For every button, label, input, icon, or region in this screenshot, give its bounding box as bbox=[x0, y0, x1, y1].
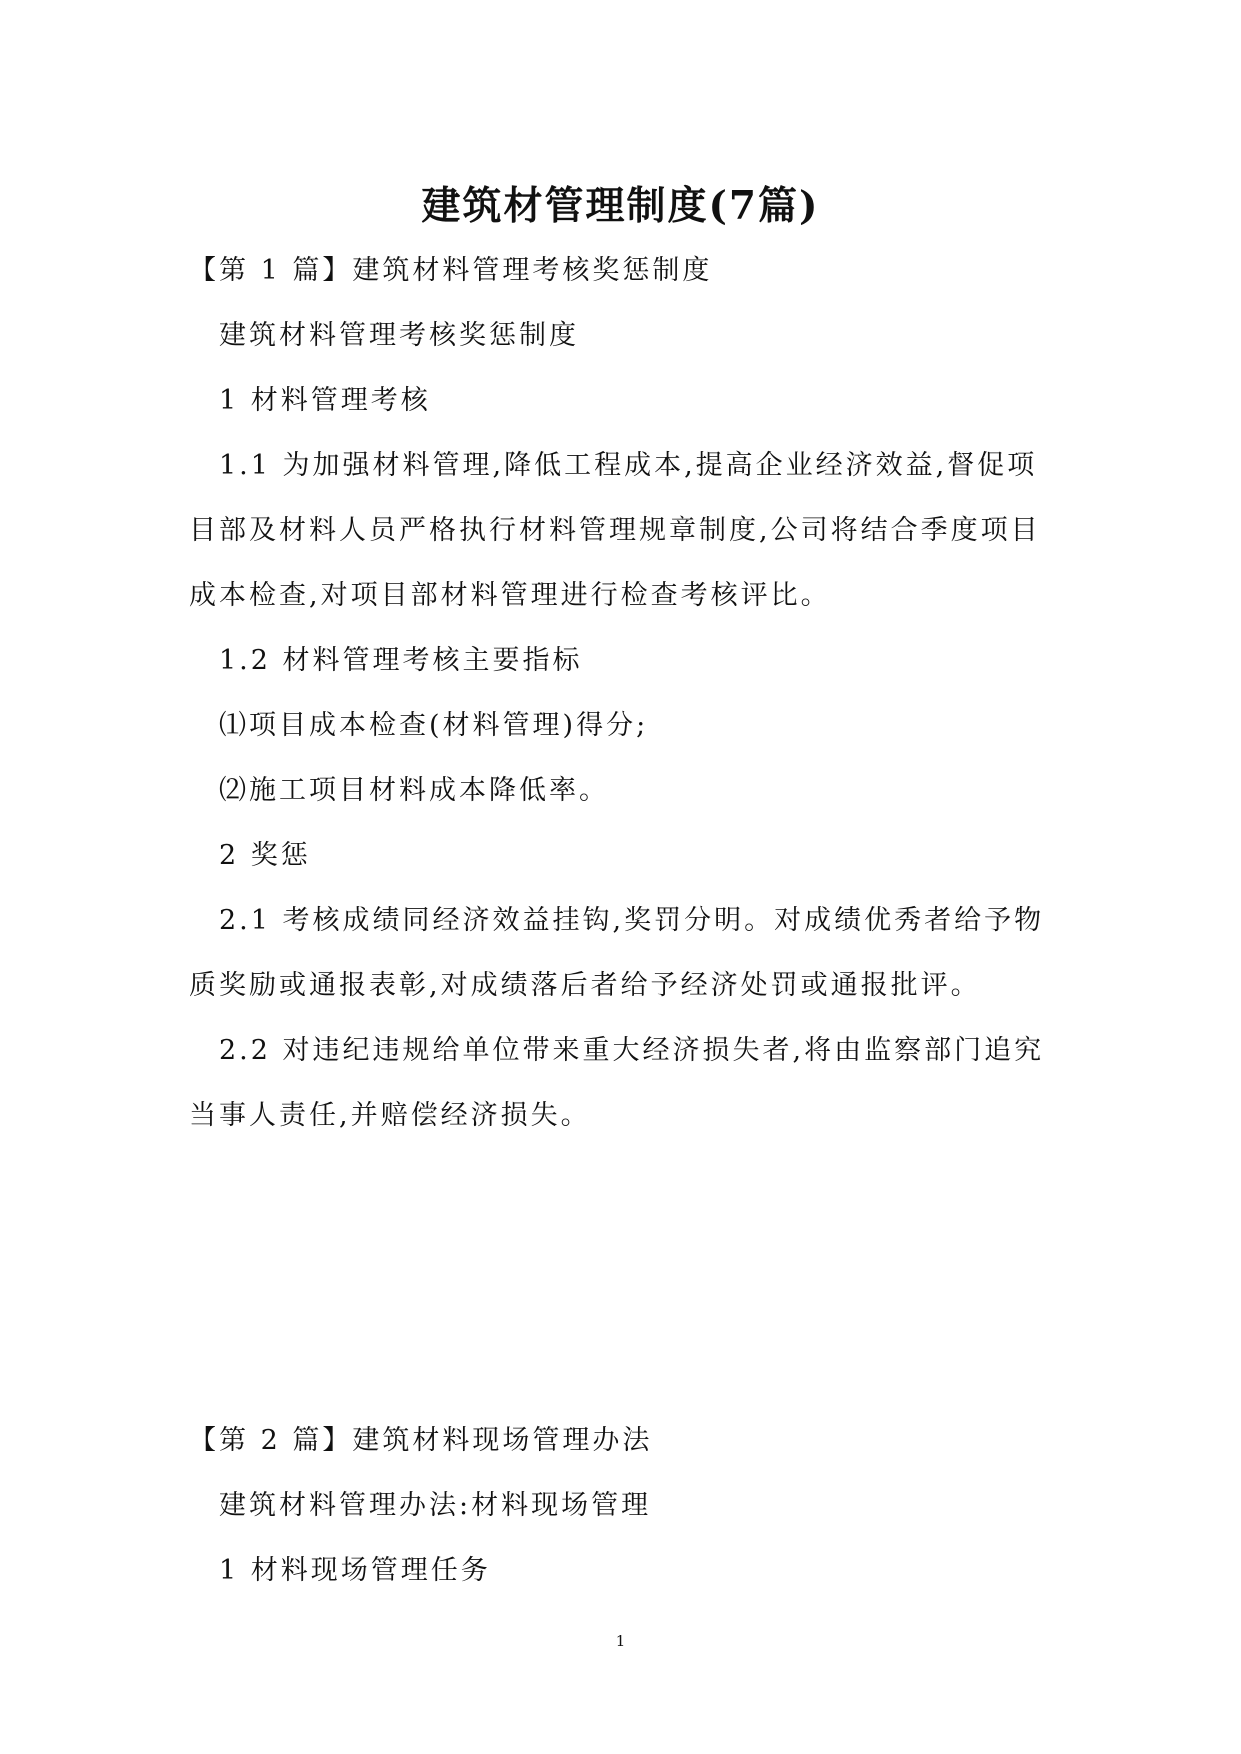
section-gap bbox=[189, 1148, 1057, 1408]
document-title: 建筑材管理制度(7篇) bbox=[421, 183, 820, 230]
section-1 bbox=[189, 238, 1057, 1148]
section-heading: 【第 2 篇】建筑材料现场管理办法 bbox=[189, 1425, 653, 1456]
paragraph: 2.2 对违纪违规给单位带来重大经济损失者,将由监察部门追究当事人责任,并赔偿经济损失。 bbox=[189, 1035, 1045, 1131]
paragraph: 1 材料管理考核 bbox=[219, 385, 431, 416]
paragraph: 1 材料现场管理任务 bbox=[219, 1555, 491, 1586]
paragraph: ⑴项目成本检查(材料管理)得分; bbox=[219, 710, 649, 741]
paragraph: ⑵施工项目材料成本降低率。 bbox=[219, 775, 609, 806]
paragraph: 建筑材料管理考核奖惩制度 bbox=[219, 320, 579, 351]
document-body bbox=[189, 238, 1057, 1603]
paragraph: 1.1 为加强材料管理,降低工程成本,提高企业经济效益,督促项目部及材料人员严格执行材料管理规章制度,公司将结合季度项目成本检查,对项目部材料管理进行检查考核评比。 bbox=[189, 450, 1041, 611]
paragraph: 建筑材料管理办法:材料现场管理 bbox=[219, 1490, 652, 1521]
section-2 bbox=[189, 1408, 1057, 1603]
paragraph: 2 奖惩 bbox=[219, 840, 311, 871]
paragraph: 1.2 材料管理考核主要指标 bbox=[219, 645, 583, 676]
paragraph: 2.1 考核成绩同经济效益挂钩,奖罚分明。对成绩优秀者给予物质奖励或通报表彰,对成绩落后者给予经济处罚或通报批评。 bbox=[189, 905, 1045, 1001]
section-heading: 【第 1 篇】建筑材料管理考核奖惩制度 bbox=[189, 255, 713, 286]
page-number: 1 bbox=[615, 1632, 626, 1650]
